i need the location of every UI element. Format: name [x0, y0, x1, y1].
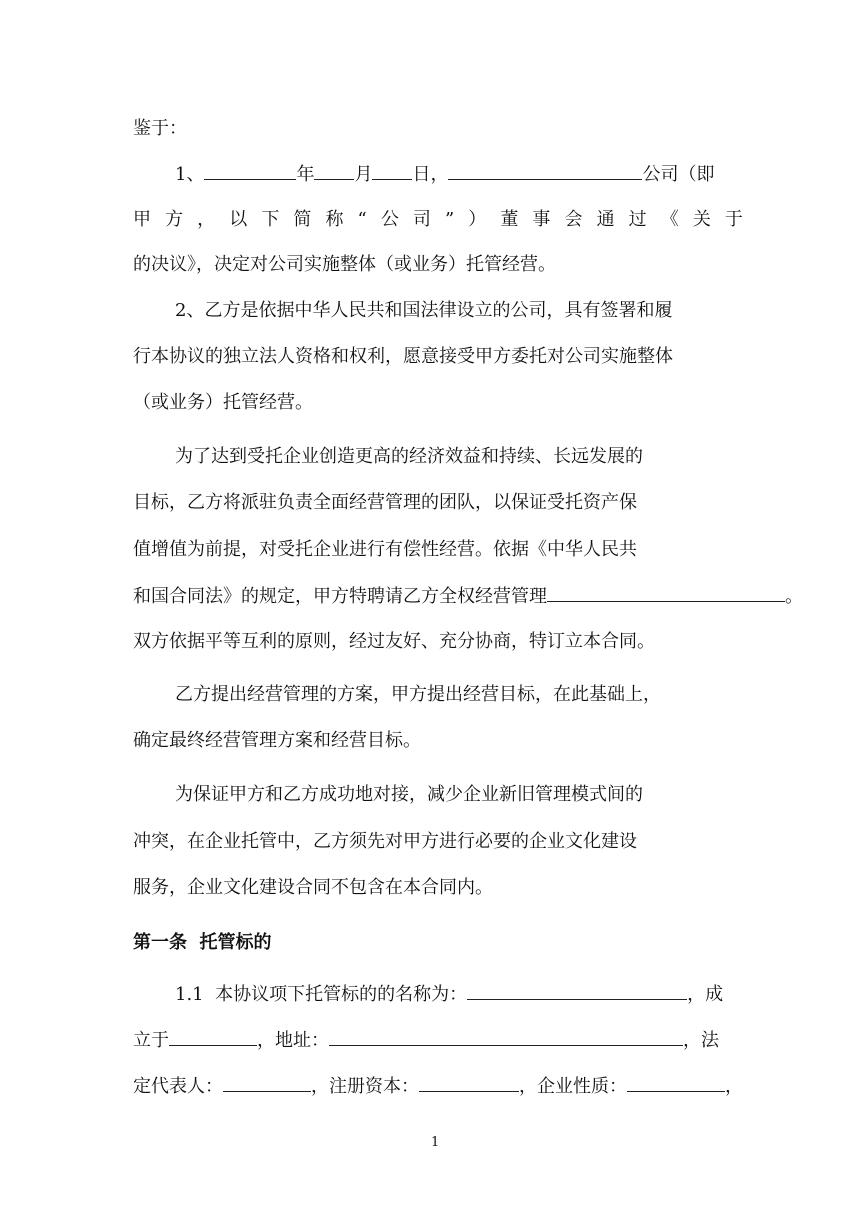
ch: 以 [229, 209, 248, 230]
target-name-blank [467, 982, 687, 1000]
established-label: 立于 [133, 1030, 169, 1051]
day-label: 日， [412, 164, 449, 185]
ch: 公 [380, 209, 399, 230]
ch: 会 [564, 209, 583, 230]
ch: 方 [165, 209, 184, 230]
section1-line2-end: ，法 [683, 1030, 719, 1051]
item1-line3: 的决议》，决定对公司实施整体（或业务）托管经营。 [133, 254, 556, 275]
para4-line2: 确定最终经营管理方案和经营目标。 [133, 730, 421, 751]
established-blank [169, 1028, 257, 1046]
nature-label: ，企业性质： [519, 1076, 627, 1097]
section1-line1-end: ，成 [687, 984, 724, 1005]
manage-blank [547, 584, 785, 602]
para3-line4 [133, 584, 803, 609]
month-blank [314, 162, 354, 180]
ch: 过 [628, 209, 647, 230]
intro-text: 鉴于： [133, 118, 187, 139]
ch: ” [444, 209, 455, 230]
ch: 下 [261, 209, 280, 230]
legal-rep-label: 定代表人： [133, 1076, 223, 1097]
capital-blank [419, 1074, 519, 1092]
legal-rep-blank [223, 1074, 311, 1092]
ch: 通 [596, 209, 615, 230]
para3-line4-end: 。 [785, 586, 803, 607]
item1-line2 [133, 208, 743, 232]
item2-line1: 2、乙方是依据中华人民共和国法律设立的公司，具有签署和履 [175, 300, 673, 321]
para5-line3: 服务，企业文化建设合同不包含在本合同内。 [133, 877, 493, 898]
year-blank [204, 162, 296, 180]
ch: 事 [532, 209, 551, 230]
company-label: 公司（即 [642, 164, 715, 185]
para3-line4-text: 和国合同法》的规定，甲方特聘请乙方全权经营管理 [133, 586, 547, 607]
para3-line3: 值增值为前提，对受托企业进行有偿性经营。依据《中华人民共 [133, 539, 637, 560]
section1-line3-end: ， [725, 1076, 743, 1097]
company-blank [448, 162, 642, 180]
ch: 甲 [133, 209, 151, 230]
section1-heading: 第一条 托管标的 [133, 932, 272, 953]
para5-line2: 冲突，在企业托管中，乙方须先对甲方进行必要的企业文化建设 [133, 831, 637, 852]
ch: 董 [500, 209, 519, 230]
para5-line1: 为保证甲方和乙方成功地对接，减少企业新旧管理模式间的 [175, 784, 643, 805]
section1-line2 [133, 1028, 719, 1053]
section1-line1-lead: 1.1 本协议项下托管标的的名称为： [175, 984, 468, 1005]
para3-line1: 为了达到受托企业创造更高的经济效益和持续、长远发展的 [175, 446, 643, 467]
ch: 称 [325, 209, 344, 230]
item2-line3: （或业务）托管经营。 [133, 392, 313, 413]
para3-line5: 双方依据平等互利的原则，经过友好、充分协商，特订立本合同。 [133, 631, 655, 652]
para3-line2: 目标，乙方将派驻负责全面经营管理的团队，以保证受托资产保 [133, 492, 637, 513]
item2-line2: 行本协议的独立法人资格和权利，愿意接受甲方委托对公司实施整体 [133, 346, 673, 367]
ch: 关 [692, 209, 711, 230]
ch: ， [197, 209, 216, 230]
nature-blank [627, 1074, 725, 1092]
ch: 于 [724, 209, 743, 230]
ch: 《 [660, 209, 679, 230]
section1-line1 [175, 982, 723, 1007]
address-label: ，地址： [257, 1030, 329, 1051]
address-blank [329, 1028, 683, 1046]
para4-line1: 乙方提出经营管理的方案，甲方提出经营目标，在此基础上， [175, 684, 661, 705]
item1-line1 [175, 162, 714, 187]
month-label: 月 [354, 164, 373, 185]
year-label: 年 [296, 164, 315, 185]
ch: 简 [293, 209, 312, 230]
ch: ） [468, 209, 487, 230]
item1-lead: 1、 [175, 164, 205, 185]
page-number: 1 [431, 1135, 440, 1150]
ch: “ [357, 209, 367, 230]
day-blank [372, 162, 412, 180]
ch: 司 [412, 209, 431, 230]
section1-line3 [133, 1074, 743, 1099]
capital-label: ，注册资本： [311, 1076, 419, 1097]
